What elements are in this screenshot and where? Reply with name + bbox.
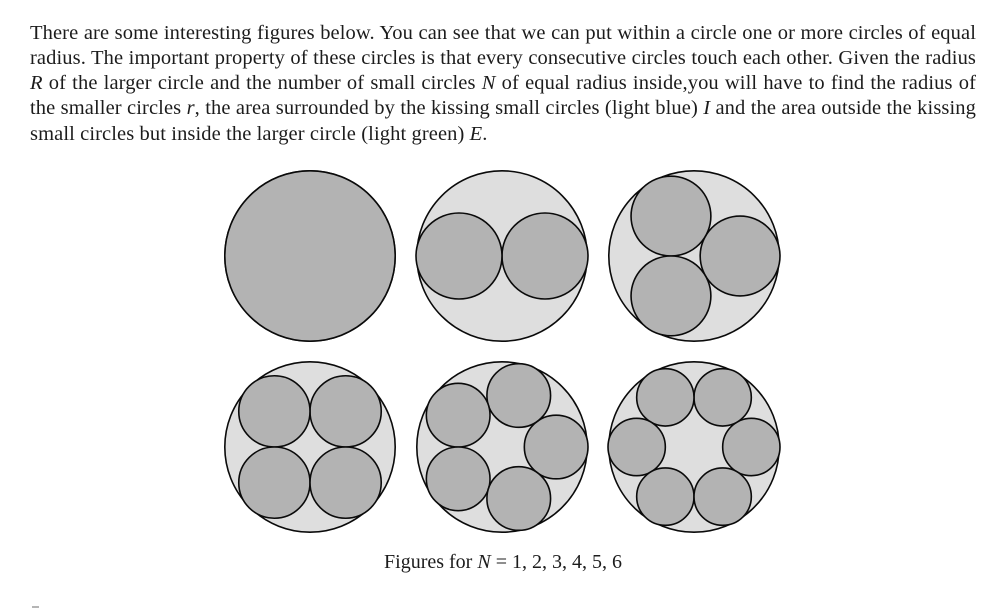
math-variable: R [30,72,43,95]
text-run: of equal radius inside,you will have to find the radius of the smaller circles [30,72,976,120]
small-circle [487,467,551,531]
figure-n3 [606,168,782,344]
small-circle [239,376,310,447]
text-run: . [482,122,488,145]
small-circle [700,216,780,296]
figure-n1 [222,168,398,344]
small-circle [310,376,381,447]
outer-circle [225,362,395,532]
math-variable: N [477,551,491,573]
small-circle [694,468,751,525]
text-run: and the area outside the kissing small circles but inside the larger circle (light green) [30,97,976,145]
math-variable: I [703,97,711,120]
outer-circle [609,362,779,532]
small-circle [694,369,751,426]
problem-statement-paragraph [30,21,976,147]
math-variable: E [469,122,483,145]
small-circle [723,418,780,475]
text-run: = 1, 2, 3, 4, 5, 6 [490,551,622,573]
math-variable: N [481,72,496,95]
small-circle [239,447,310,518]
small-circle [524,415,588,479]
small-circle [631,256,711,336]
outer-circle [609,171,779,341]
text-run: of the larger circle and the number of small circles [42,72,482,95]
small-circle [426,383,490,447]
figure-caption [0,549,1006,575]
math-variable: r [186,97,195,120]
small-circle [502,213,588,299]
small-circle [416,213,502,299]
text-run: Figures for [384,551,478,573]
figure-n4 [222,359,398,535]
text-run: There are some interesting figures below. You can see that we can put within a circle one or more circles of equal radius. The important property of these circles is that every consecutive circles touch each other. Given the radius [30,21,976,69]
figure-n2 [414,168,590,344]
outer-circle [225,171,395,341]
text-run: , the area surrounded by the kissing small circles (light blue) [194,97,704,120]
small-circle [310,447,381,518]
outer-circle [417,171,587,341]
small-circle [637,468,694,525]
page-bottom-cutoff-artifact [32,606,39,608]
small-circle [487,364,551,428]
small-circle [426,447,490,511]
figure-n6 [606,359,782,535]
figure-n5 [414,359,590,535]
small-circle [637,369,694,426]
small-circle [608,418,665,475]
outer-circle [417,362,587,532]
small-circle [225,171,395,341]
small-circle [631,176,711,256]
